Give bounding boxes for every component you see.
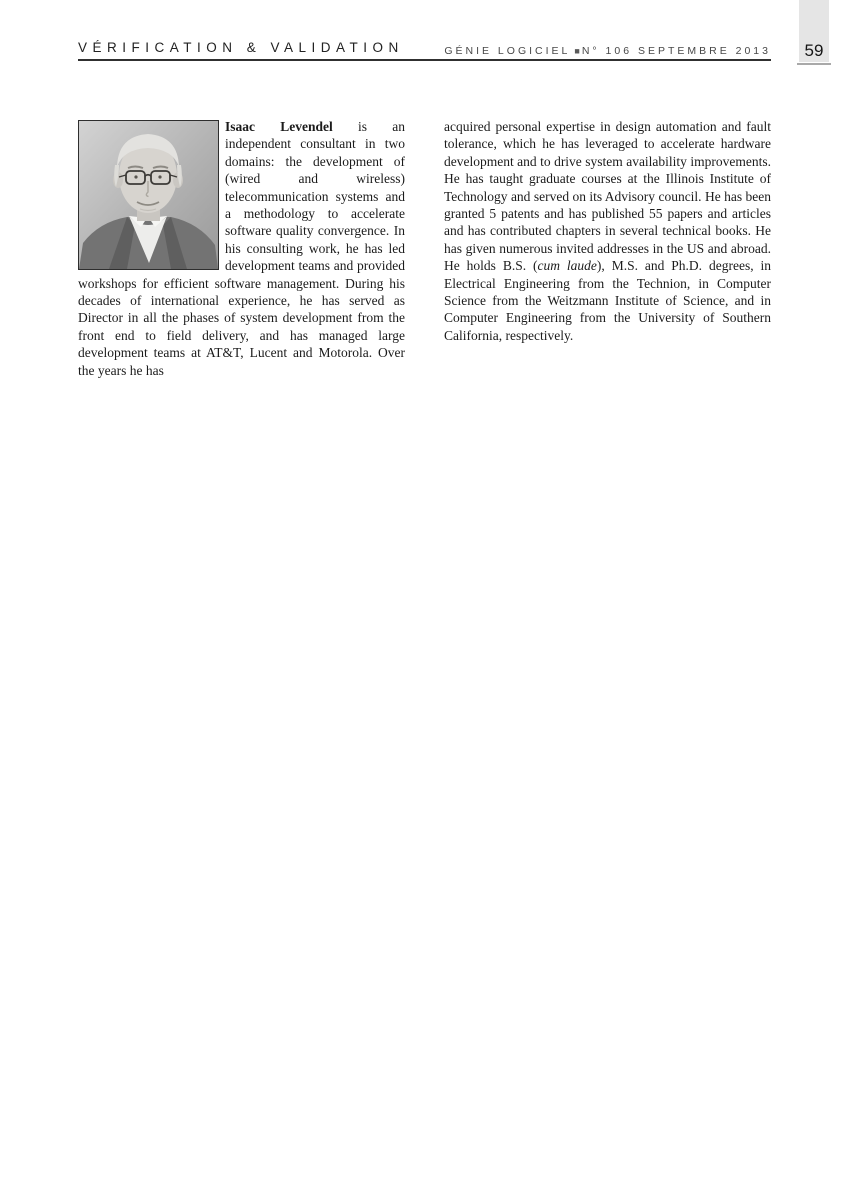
bio-text-right-2: ), M.S. and Ph.D. degrees, in Electrical Engineering from the Technion, in Computer Science from the Weitzmann Institute of Science, and in Computer Engineering from the University of Southern California, respectively. <box>444 258 771 343</box>
cum-laude-italic: cum laude <box>537 258 597 274</box>
section-title: VÉRIFICATION & VALIDATION <box>78 40 404 55</box>
bio-text-left: is an independent consultant in two domains: the development of (wired and wireless) telecommunication systems and a methodology to accelerate software quality convergence. In his consulting work, he has led development teams and provided workshops for efficient software management. During his decades of international experience, he has served as Director in all the phases of system development from the front end to field delivery, and has managed large development teams at AT&T, Lucent and Motorola. Over the years he has <box>78 119 405 378</box>
issue-info: N° 106 SEPTEMBRE 2013 <box>581 45 771 57</box>
page-number-underline <box>797 63 831 65</box>
page-number-box <box>799 0 829 62</box>
portrait-photo <box>78 120 219 270</box>
bio-name: Isaac Levendel <box>225 119 333 134</box>
bio-text-right-1: acquired personal expertise in design automation and fault tolerance, which he has leveraged to accelerate hardware development and to drive system availability improvements. He has taught graduate courses at the Illinois Institute of Technology and served on its Advisory council. He has been granted 5 patents and has published 55 papers and articles and has contributed chapters in several technical books. He has given numerous invited addresses in the US and abroad. He holds B.S. ( <box>444 119 771 274</box>
bio-left-column <box>78 118 405 379</box>
journal-info <box>444 45 771 57</box>
square-bullet-icon: ■ <box>574 46 580 56</box>
journal-name: GÉNIE LOGICIEL <box>444 45 571 57</box>
page-number: 59 <box>804 41 824 60</box>
header-rule <box>78 59 771 61</box>
bio-right-column <box>444 118 771 344</box>
